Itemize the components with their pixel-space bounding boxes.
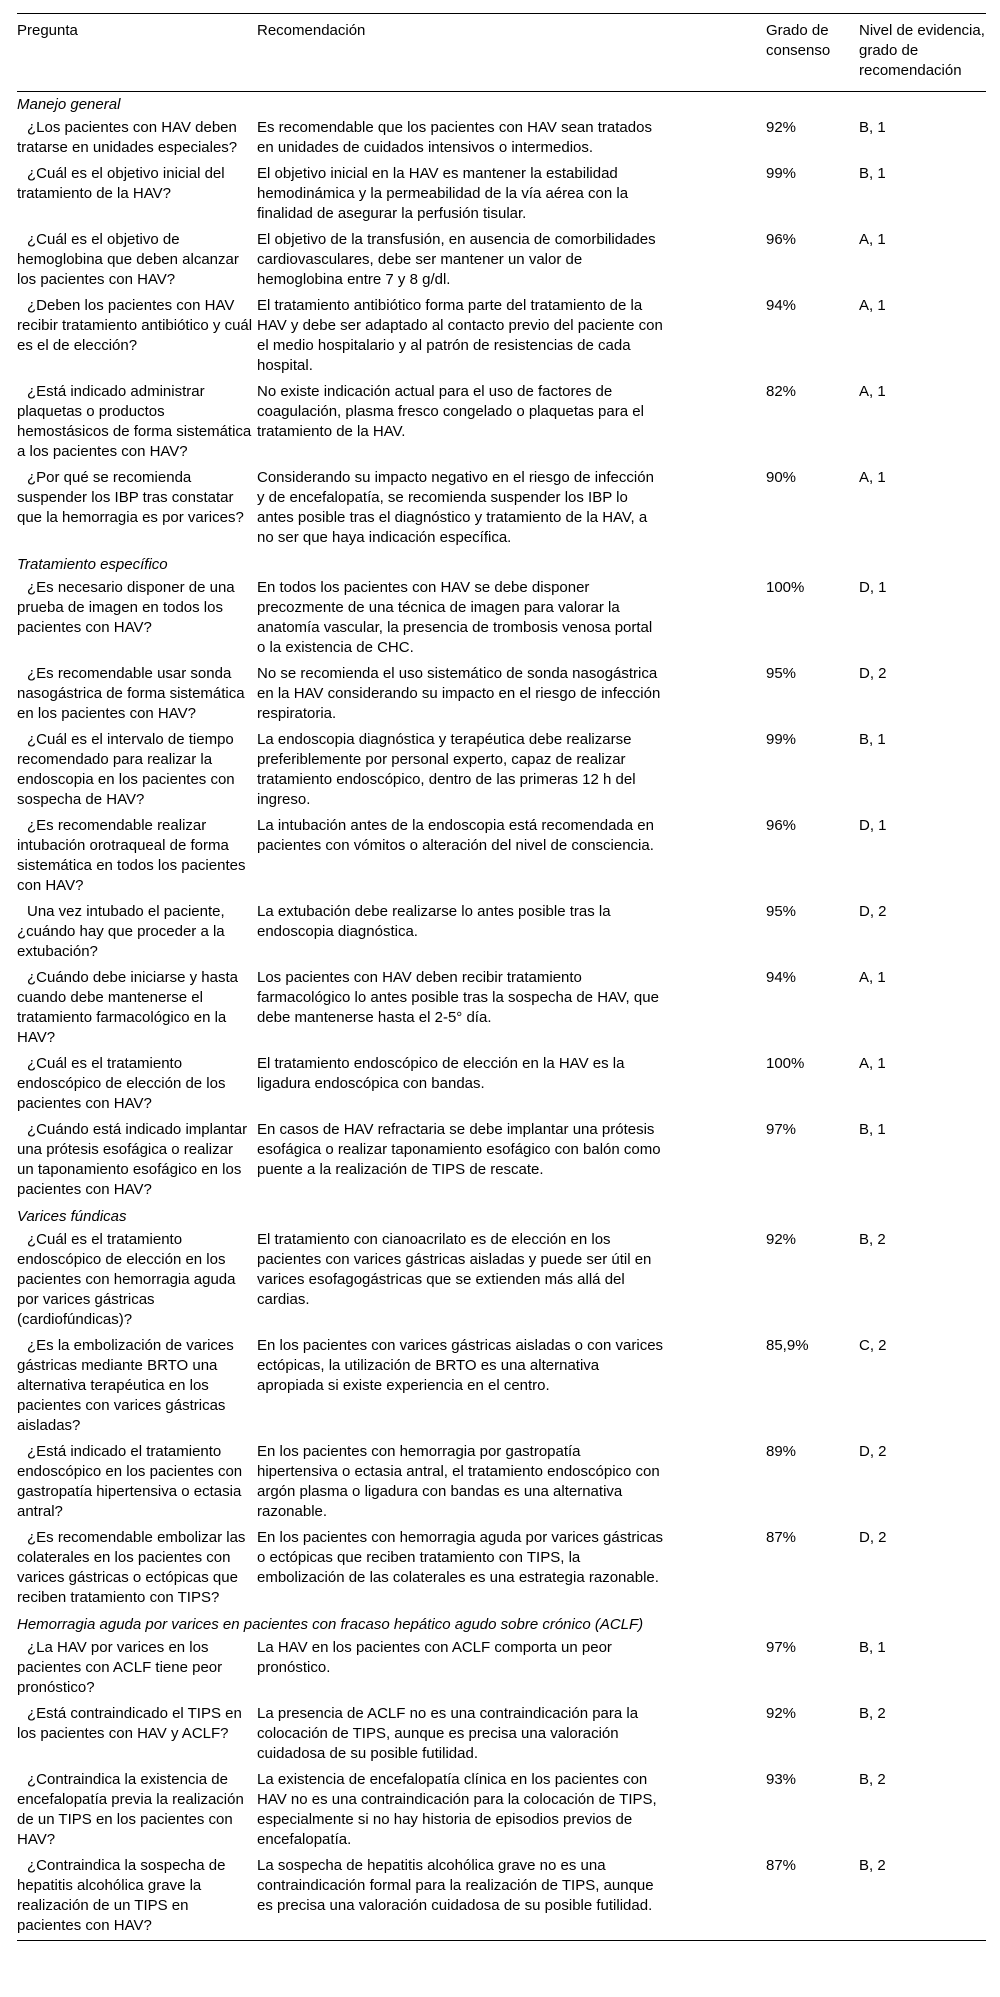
evidence-cell: B, 1 [859, 1121, 886, 1138]
recommendation-cell: La sospecha de hepatitis alcohólica grave no es una contraindicación formal para la realización de TIPS, aunque es precisa una valoración cuidadosa de su posible futilidad. [257, 1857, 654, 1914]
question-cell: ¿Deben los pacientes con HAV recibir tratamiento antibiótico y cuál es el de elección? [17, 297, 253, 354]
recommendation-cell: En todos los pacientes con HAV se debe disponer precozmente de una técnica de imagen para valorar la anatomía vascular, la presencia de trombosis venosa portal o la existencia de CHC. [257, 579, 653, 656]
table-row [17, 1526, 986, 1612]
consensus-cell: 90% [766, 469, 797, 486]
col-header-pregunta: Pregunta [17, 14, 257, 92]
table-row [17, 466, 986, 552]
table-row [17, 228, 986, 294]
table-row [17, 814, 986, 900]
question-cell: ¿Es recomendable usar sonda nasogástrica de forma sistemática en los pacientes con HAV? [17, 665, 245, 722]
consensus-cell: 95% [766, 665, 797, 682]
recommendation-cell: En los pacientes con varices gástricas aisladas o con varices ectópicas, la utilización de BRTO es una alternativa apropiada si existe experiencia en el centro. [257, 1337, 664, 1394]
question-cell: ¿Cuál es el tratamiento endoscópico de elección en los pacientes con hemorragia aguda por varices gástricas (cardiofúndicas)? [17, 1231, 236, 1328]
consensus-cell: 94% [766, 297, 797, 314]
evidence-cell: B, 2 [859, 1705, 886, 1722]
section-row [17, 1612, 986, 1636]
consensus-cell: 92% [766, 119, 797, 136]
header-row [17, 14, 986, 92]
table-row [17, 1768, 986, 1854]
evidence-cell: D, 2 [859, 1529, 887, 1546]
consensus-cell: 100% [766, 1055, 805, 1072]
section-title: Varices fúndicas [17, 1208, 127, 1225]
recommendation-cell: En los pacientes con hemorragia por gastropatía hipertensiva o ectasia antral, el tratamiento endoscópico con argón plasma o ligadura con bandas es una alternativa razonable. [257, 1443, 660, 1520]
evidence-cell: A, 1 [859, 969, 886, 986]
table-row [17, 966, 986, 1052]
evidence-cell: D, 1 [859, 579, 887, 596]
table-body [17, 92, 986, 1941]
recommendation-cell: Es recomendable que los pacientes con HAV sean tratados en unidades de cuidados intensivos o intermedios. [257, 119, 652, 156]
evidence-cell: A, 1 [859, 231, 886, 248]
consensus-cell: 99% [766, 731, 797, 748]
evidence-cell: D, 2 [859, 665, 887, 682]
recommendation-cell: La HAV en los pacientes con ACLF comporta un peor pronóstico. [257, 1639, 612, 1676]
col-header-grado-de-consenso: Grado de consenso [766, 14, 859, 92]
evidence-cell: A, 1 [859, 1055, 886, 1072]
question-cell: ¿Los pacientes con HAV deben tratarse en unidades especiales? [17, 119, 238, 156]
recommendation-cell: El objetivo inicial en la HAV es mantener la estabilidad hemodinámica y la permeabilidad de la vía aérea con la finalidad de asegurar la perfusión tisular. [257, 165, 629, 222]
evidence-cell: D, 2 [859, 903, 887, 920]
question-cell: ¿Contraindica la sospecha de hepatitis alcohólica grave la realización de un TIPS en pacientes con HAV? [17, 1857, 226, 1934]
table-row [17, 1440, 986, 1526]
table-row [17, 1636, 986, 1702]
question-cell: ¿Cuándo está indicado implantar una prótesis esofágica o realizar un taponamiento esofágico en los pacientes con HAV? [17, 1121, 248, 1198]
question-cell: ¿Es la embolización de varices gástricas mediante BRTO una alternativa terapéutica en los pacientes con varices gástricas aisladas? [17, 1337, 234, 1434]
recommendation-cell: No existe indicación actual para el uso de factores de coagulación, plasma fresco congelado o plaquetas para el tratamiento de la HAV. [257, 383, 644, 440]
recommendation-cell: El objetivo de la transfusión, en ausencia de comorbilidades cardiovasculares, debe ser mantener un valor de hemoglobina entre 7 y 8 g/dl. [257, 231, 656, 288]
evidence-cell: B, 1 [859, 1639, 886, 1656]
recommendation-cell: El tratamiento antibiótico forma parte del tratamiento de la HAV y debe ser adaptado al contacto previo del paciente con el medio hospitalario y al patrón de resistencias de cada hospital. [257, 297, 663, 374]
evidence-cell: B, 2 [859, 1771, 886, 1788]
table-row [17, 116, 986, 162]
consensus-cell: 97% [766, 1639, 797, 1656]
table-row [17, 900, 986, 966]
question-cell: ¿Cuál es el intervalo de tiempo recomendado para realizar la endoscopia en los pacientes con sospecha de HAV? [17, 731, 235, 808]
consensus-cell: 87% [766, 1529, 797, 1546]
recommendation-cell: La endoscopia diagnóstica y terapéutica debe realizarse preferiblemente por personal experto, capaz de realizar tratamiento endoscópico, dentro de las primeras 12 h del ingreso. [257, 731, 636, 808]
col-header-nivel-de-evidencia: Nivel de evidencia, grado de recomendación [859, 14, 986, 92]
recommendation-cell: Considerando su impacto negativo en el riesgo de infección y de encefalopatía, se recomienda suspender los IBP lo antes posible tras el diagnóstico y tratamiento de la HAV, a no ser que haya indicación específica. [257, 469, 654, 546]
evidence-cell: B, 1 [859, 731, 886, 748]
table-row [17, 294, 986, 380]
section-row [17, 552, 986, 576]
evidence-cell: C, 2 [859, 1337, 887, 1354]
recommendation-cell: El tratamiento con cianoacrilato es de elección en los pacientes con varices gástricas aisladas y puede ser útil en varices esofagogástricas que se extienden más allá del cardias. [257, 1231, 652, 1308]
question-cell: ¿Es recomendable embolizar las colaterales en los pacientes con varices gástricas o ectópicas que reciben tratamiento con TIPS? [17, 1529, 246, 1606]
consensus-cell: 100% [766, 579, 805, 596]
evidence-cell: A, 1 [859, 383, 886, 400]
section-title: Manejo general [17, 96, 121, 113]
section-title: Hemorragia aguda por varices en pacientes con fracaso hepático agudo sobre crónico (ACLF) [17, 1616, 644, 1633]
question-cell: ¿Está contraindicado el TIPS en los pacientes con HAV y ACLF? [17, 1705, 242, 1742]
recommendation-cell: El tratamiento endoscópico de elección en la HAV es la ligadura endoscópica con bandas. [257, 1055, 625, 1092]
recommendation-cell: La extubación debe realizarse lo antes posible tras la endoscopia diagnóstica. [257, 903, 611, 940]
consensus-cell: 97% [766, 1121, 797, 1138]
consensus-cell: 89% [766, 1443, 797, 1460]
question-cell: ¿Cuál es el objetivo de hemoglobina que deben alcanzar los pacientes con HAV? [17, 231, 239, 288]
question-cell: ¿Por qué se recomienda suspender los IBP tras constatar que la hemorragia es por varices? [17, 469, 244, 526]
consensus-cell: 92% [766, 1231, 797, 1248]
question-cell: ¿Es recomendable realizar intubación orotraqueal de forma sistemática en todos los pacientes con HAV? [17, 817, 246, 894]
recommendation-cell: No se recomienda el uso sistemático de sonda nasogástrica en la HAV considerando su impacto en el riesgo de infección respiratoria. [257, 665, 661, 722]
evidence-cell: D, 2 [859, 1443, 887, 1460]
question-cell: ¿Cuál es el tratamiento endoscópico de elección de los pacientes con HAV? [17, 1055, 226, 1112]
recommendations-table [17, 13, 986, 1941]
consensus-cell: 92% [766, 1705, 797, 1722]
question-cell: ¿Cuándo debe iniciarse y hasta cuando debe mantenerse el tratamiento farmacológico en la HAV? [17, 969, 238, 1046]
evidence-cell: D, 1 [859, 817, 887, 834]
consensus-cell: 99% [766, 165, 797, 182]
table-row [17, 576, 986, 662]
consensus-cell: 87% [766, 1857, 797, 1874]
section-title: Tratamiento específico [17, 556, 168, 573]
consensus-cell: 94% [766, 969, 797, 986]
table-row [17, 1334, 986, 1440]
question-cell: ¿Está indicado administrar plaquetas o productos hemostásicos de forma sistemática a los pacientes con HAV? [17, 383, 252, 460]
evidence-cell: B, 2 [859, 1857, 886, 1874]
table-row [17, 162, 986, 228]
consensus-cell: 96% [766, 231, 797, 248]
table-row [17, 728, 986, 814]
consensus-cell: 85,9% [766, 1337, 809, 1354]
table-row [17, 662, 986, 728]
section-row [17, 92, 986, 117]
evidence-cell: B, 1 [859, 165, 886, 182]
consensus-cell: 93% [766, 1771, 797, 1788]
recommendation-cell: La intubación antes de la endoscopia está recomendada en pacientes con vómitos o alteración del nivel de consciencia. [257, 817, 654, 854]
question-cell: ¿Es necesario disponer de una prueba de imagen en todos los pacientes con HAV? [17, 579, 235, 636]
table-header [17, 14, 986, 92]
table-row [17, 380, 986, 466]
consensus-cell: 96% [766, 817, 797, 834]
question-cell: ¿Cuál es el objetivo inicial del tratamiento de la HAV? [17, 165, 225, 202]
question-cell: Una vez intubado el paciente, ¿cuándo hay que proceder a la extubación? [17, 903, 225, 960]
table-row [17, 1052, 986, 1118]
evidence-cell: B, 2 [859, 1231, 886, 1248]
consensus-cell: 95% [766, 903, 797, 920]
recommendation-cell: En casos de HAV refractaria se debe implantar una prótesis esofágica o realizar taponamiento esofágico con balón como puente a la realización de TIPS de rescate. [257, 1121, 661, 1178]
recommendation-cell: La existencia de encefalopatía clínica en los pacientes con HAV no es una contraindicación para la colocación de TIPS, especialmente si no hay historia de episodios previos de encefalopatía. [257, 1771, 657, 1848]
table-row [17, 1854, 986, 1941]
evidence-cell: A, 1 [859, 297, 886, 314]
table-row [17, 1702, 986, 1768]
question-cell: ¿La HAV por varices en los pacientes con ACLF tiene peor pronóstico? [17, 1639, 223, 1696]
question-cell: ¿Está indicado el tratamiento endoscópico en los pacientes con gastropatía hipertensiva o ectasia antral? [17, 1443, 243, 1520]
evidence-cell: B, 1 [859, 119, 886, 136]
section-row [17, 1204, 986, 1228]
table-row [17, 1118, 986, 1204]
table-row [17, 1228, 986, 1334]
consensus-cell: 82% [766, 383, 797, 400]
question-cell: ¿Contraindica la existencia de encefalopatía previa la realización de un TIPS en los pacientes con HAV? [17, 1771, 244, 1848]
evidence-cell: A, 1 [859, 469, 886, 486]
col-header-recomendacion: Recomendación [257, 14, 766, 92]
recommendation-cell: En los pacientes con hemorragia aguda por varices gástricas o ectópicas que reciben tratamiento con TIPS, la embolización de las colaterales es una estrategia razonable. [257, 1529, 664, 1586]
recommendation-cell: Los pacientes con HAV deben recibir tratamiento farmacológico lo antes posible tras la sospecha de HAV, que debe mantenerse hasta el 2-5° día. [257, 969, 659, 1026]
recommendation-cell: La presencia de ACLF no es una contraindicación para la colocación de TIPS, aunque es precisa una valoración cuidadosa de su posible futilidad. [257, 1705, 639, 1762]
